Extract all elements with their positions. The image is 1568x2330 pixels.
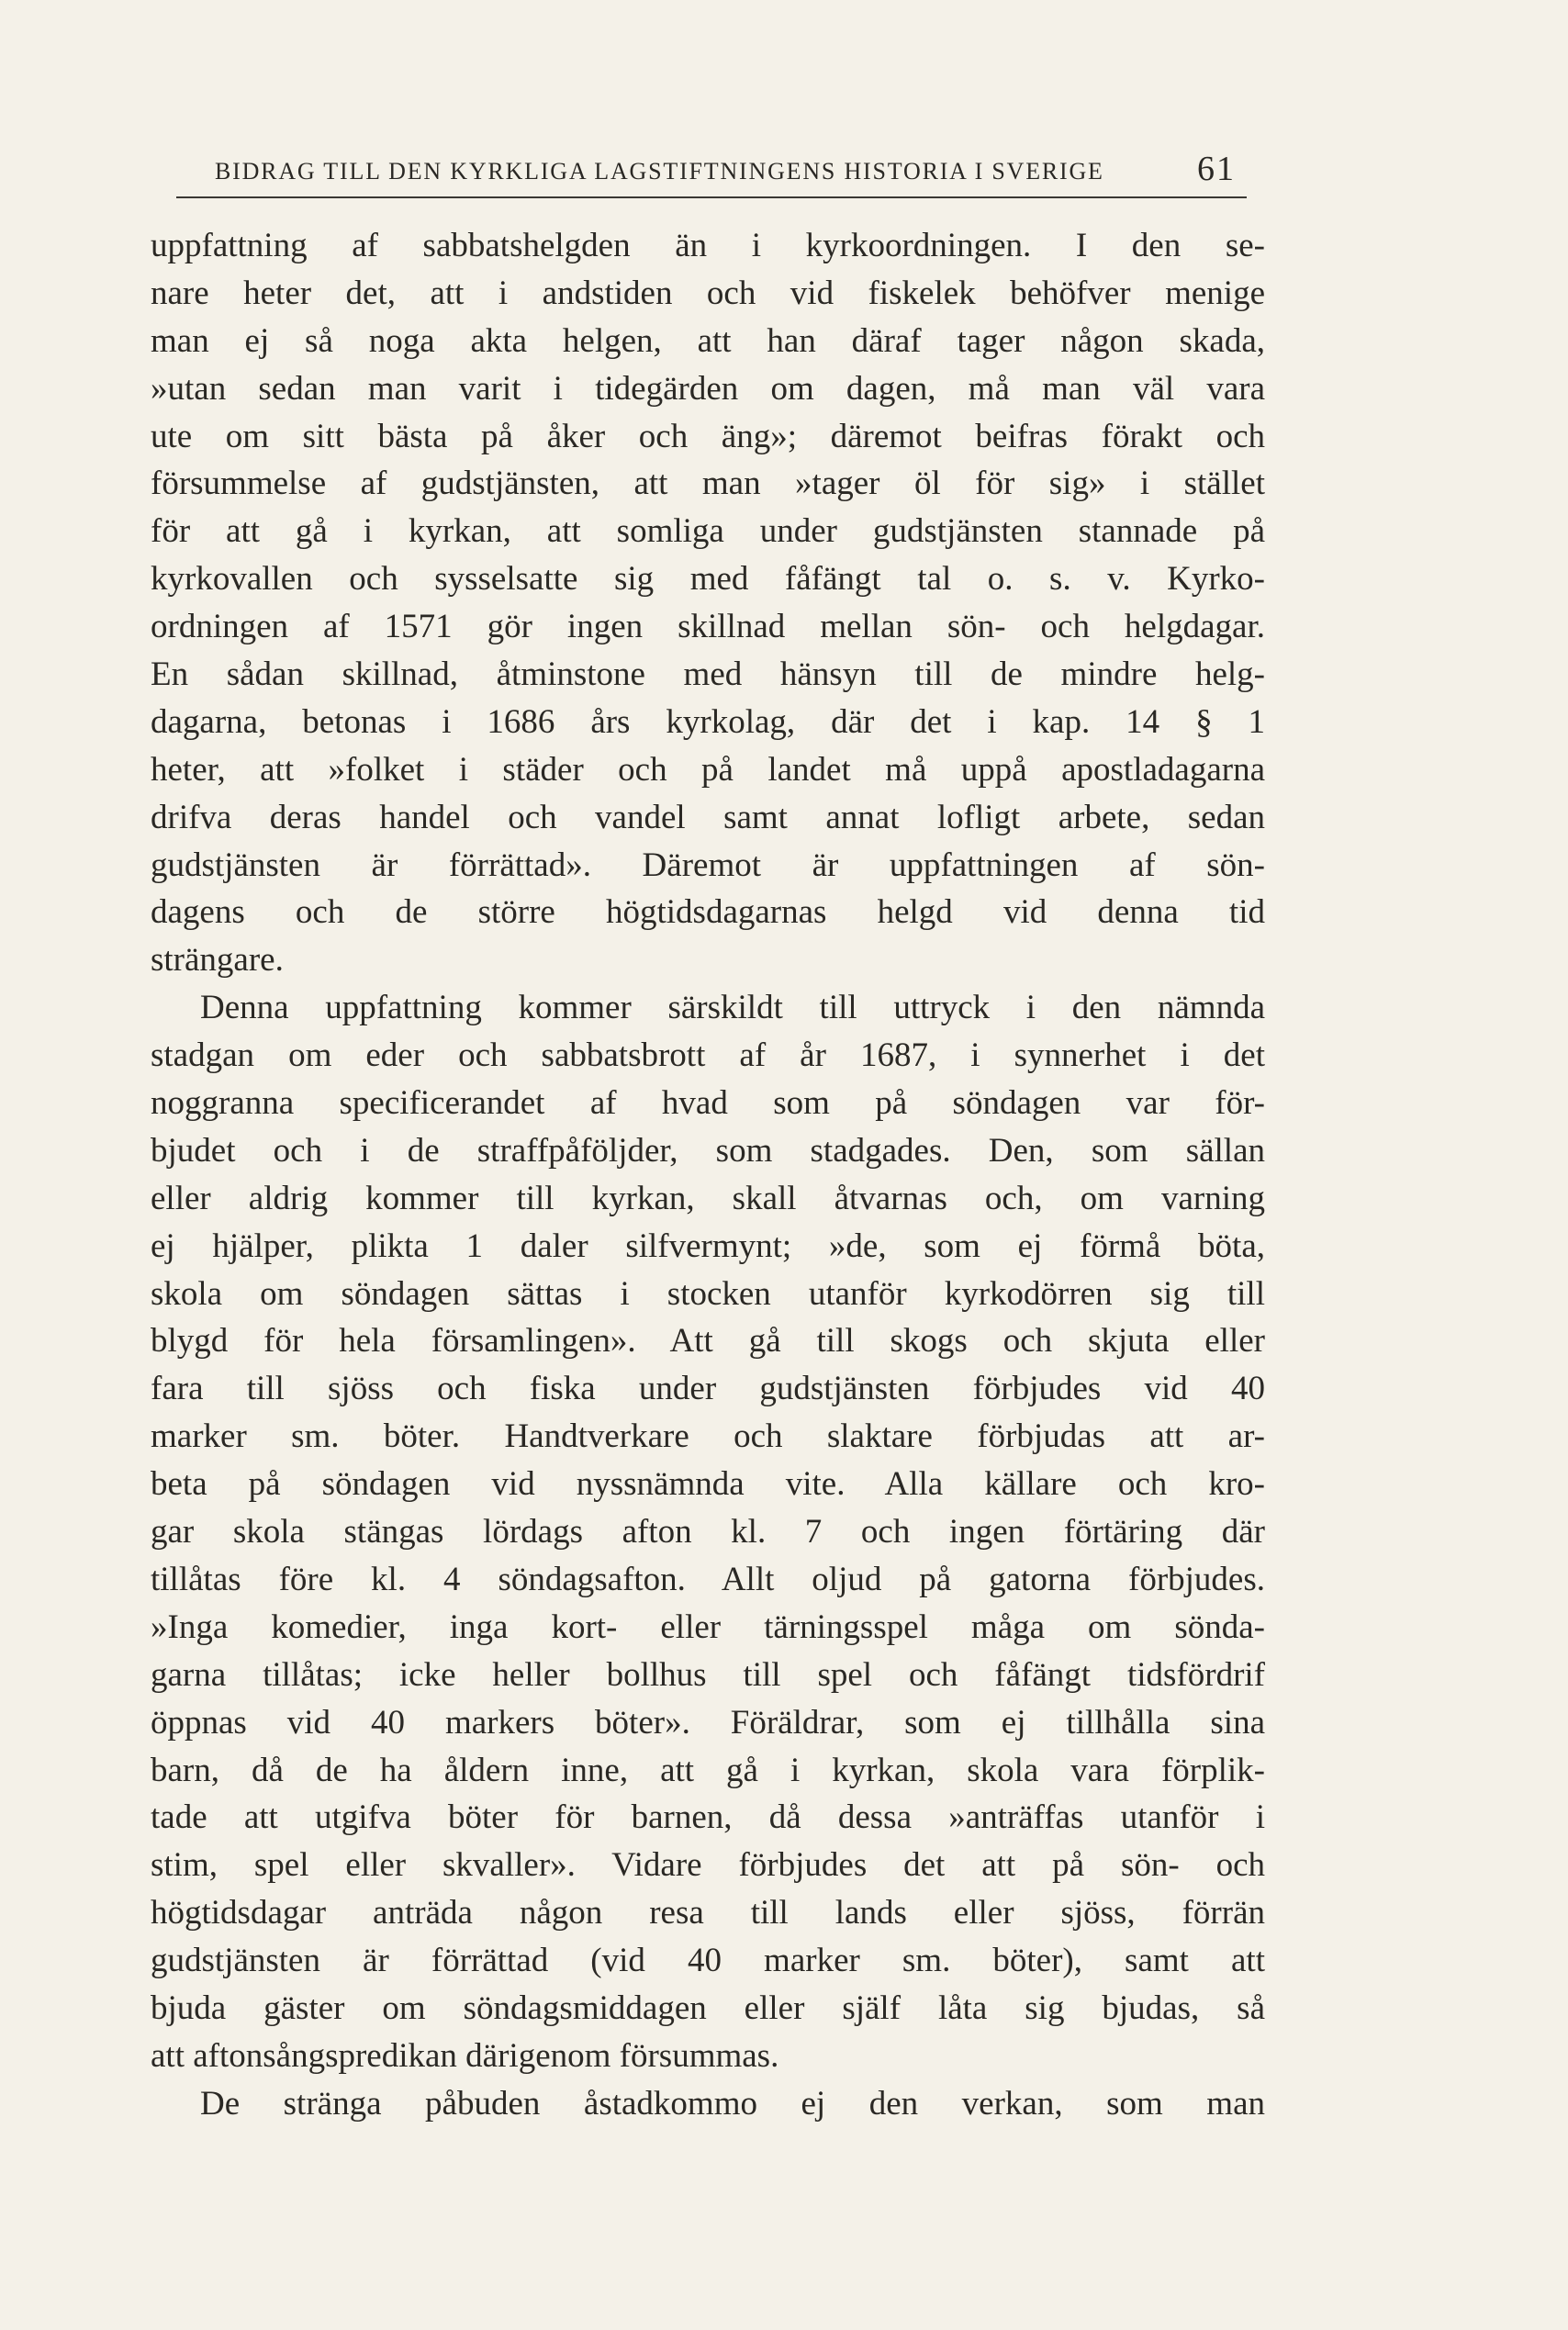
- text-line: öppnas vid 40 markers böter». Föräldrar, som ej tillhålla sina: [151, 1703, 1265, 1742]
- text-line: kyrkovallen och sysselsatte sig med fåfängt tal o. s. v. Kyrko-: [151, 560, 1265, 599]
- text-line: »utan sedan man varit i tidegärden om dagen, må man väl vara: [151, 369, 1265, 408]
- text-line: De stränga påbuden åstadkommo ej den verkan, som man: [200, 2084, 1265, 2123]
- text-line: bjudet och i de straffpåföljder, som stadgades. Den, som sällan: [151, 1131, 1265, 1170]
- running-title: BIDRAG TILL DEN KYRKLIGA LAGSTIFTNINGENS HISTORIA I SVERIGE: [215, 158, 1104, 185]
- text-line: stadgan om eder och sabbatsbrott af år 1687, i synnerhet i det: [151, 1036, 1265, 1075]
- text-line: nare heter det, att i andstiden och vid fiskelek behöfver menige: [151, 274, 1265, 312]
- text-line: ute om sitt bästa på åker och äng»; däremot beifras förakt och: [151, 417, 1265, 455]
- text-line: bjuda gäster om söndagsmiddagen eller själf låta sig bjudas, så: [151, 1988, 1265, 2027]
- page-number: 61: [1197, 150, 1236, 188]
- text-line: tillåtas före kl. 4 söndagsafton. Allt oljud på gatorna förbjudes.: [151, 1560, 1265, 1598]
- text-line: barn, då de ha åldern inne, att gå i kyrkan, skola vara förplik-: [151, 1751, 1265, 1789]
- text-line: försummelse af gudstjänsten, att man »tager öl för sig» i stället: [151, 465, 1265, 503]
- text-line: fara till sjöss och fiska under gudstjänsten förbjudes vid 40: [151, 1370, 1265, 1408]
- text-line: för att gå i kyrkan, att somliga under gudstjänsten stannade på: [151, 512, 1265, 551]
- body-text: [151, 222, 1265, 2128]
- text-line: eller aldrig kommer till kyrkan, skall åtvarnas och, om varning: [151, 1179, 1265, 1217]
- text-line: ej hjälper, plikta 1 daler silfvermynt; »de, som ej förmå böta,: [151, 1227, 1265, 1265]
- text-line: skola om söndagen sättas i stocken utanför kyrkodörren sig till: [151, 1274, 1265, 1313]
- text-line: »Inga komedier, inga kort- eller tärningsspel måga om sönda-: [151, 1607, 1265, 1646]
- text-line: man ej så noga akta helgen, att han däraf tager någon skada,: [151, 321, 1265, 360]
- text-line: beta på söndagen vid nyssnämnda vite. Alla källare och kro-: [151, 1465, 1265, 1504]
- text-line: dagarna, betonas i 1686 års kyrkolag, där det i kap. 14 § 1: [151, 702, 1265, 741]
- text-line: En sådan skillnad, åtminstone med hänsyn till de mindre helg-: [151, 655, 1265, 694]
- text-line: gar skola stängas lördags afton kl. 7 och ingen förtäring där: [151, 1513, 1265, 1551]
- text-line: stim, spel eller skvaller». Vidare förbjudes det att på sön- och: [151, 1846, 1265, 1885]
- running-head: [176, 150, 1247, 198]
- text-line: tade att utgifva böter för barnen, då dessa »anträffas utanför i: [151, 1798, 1265, 1837]
- text-line: marker sm. böter. Handtverkare och slaktare förbjudas att ar-: [151, 1417, 1265, 1456]
- text-line: strängare.: [151, 941, 284, 980]
- text-line: dagens och de större högtidsdagarnas helgd vid denna tid: [151, 893, 1265, 932]
- text-line: heter, att »folket i städer och på landet må uppå apostladagarna: [151, 750, 1265, 789]
- text-line: uppfattning af sabbatshelgden än i kyrkoordningen. I den se-: [151, 227, 1265, 264]
- text-line: högtidsdagar anträda någon resa till lands eller sjöss, förrän: [151, 1894, 1265, 1932]
- text-line: noggranna specificerandet af hvad som på söndagen var för-: [151, 1084, 1265, 1123]
- text-line: blygd för hela församlingen». Att gå till skogs och skjuta eller: [151, 1322, 1265, 1361]
- text-line: ordningen af 1571 gör ingen skillnad mellan sön- och helgdagar.: [151, 608, 1265, 646]
- text-line: garna tillåtas; icke heller bollhus till spel och fåfängt tidsfördrif: [151, 1655, 1265, 1694]
- text-line: gudstjänsten är förrättad (vid 40 marker sm. böter), samt att: [151, 1942, 1265, 1980]
- text-line: drifva deras handel och vandel samt annat lofligt arbete, sedan: [151, 798, 1265, 836]
- text-line: Denna uppfattning kommer särskildt till uttryck i den nämnda: [200, 989, 1265, 1027]
- text-line: gudstjänsten är förrättad». Däremot är uppfattningen af sön-: [151, 846, 1265, 884]
- text-line: att aftonsångspredikan därigenom försummas.: [151, 2036, 779, 2075]
